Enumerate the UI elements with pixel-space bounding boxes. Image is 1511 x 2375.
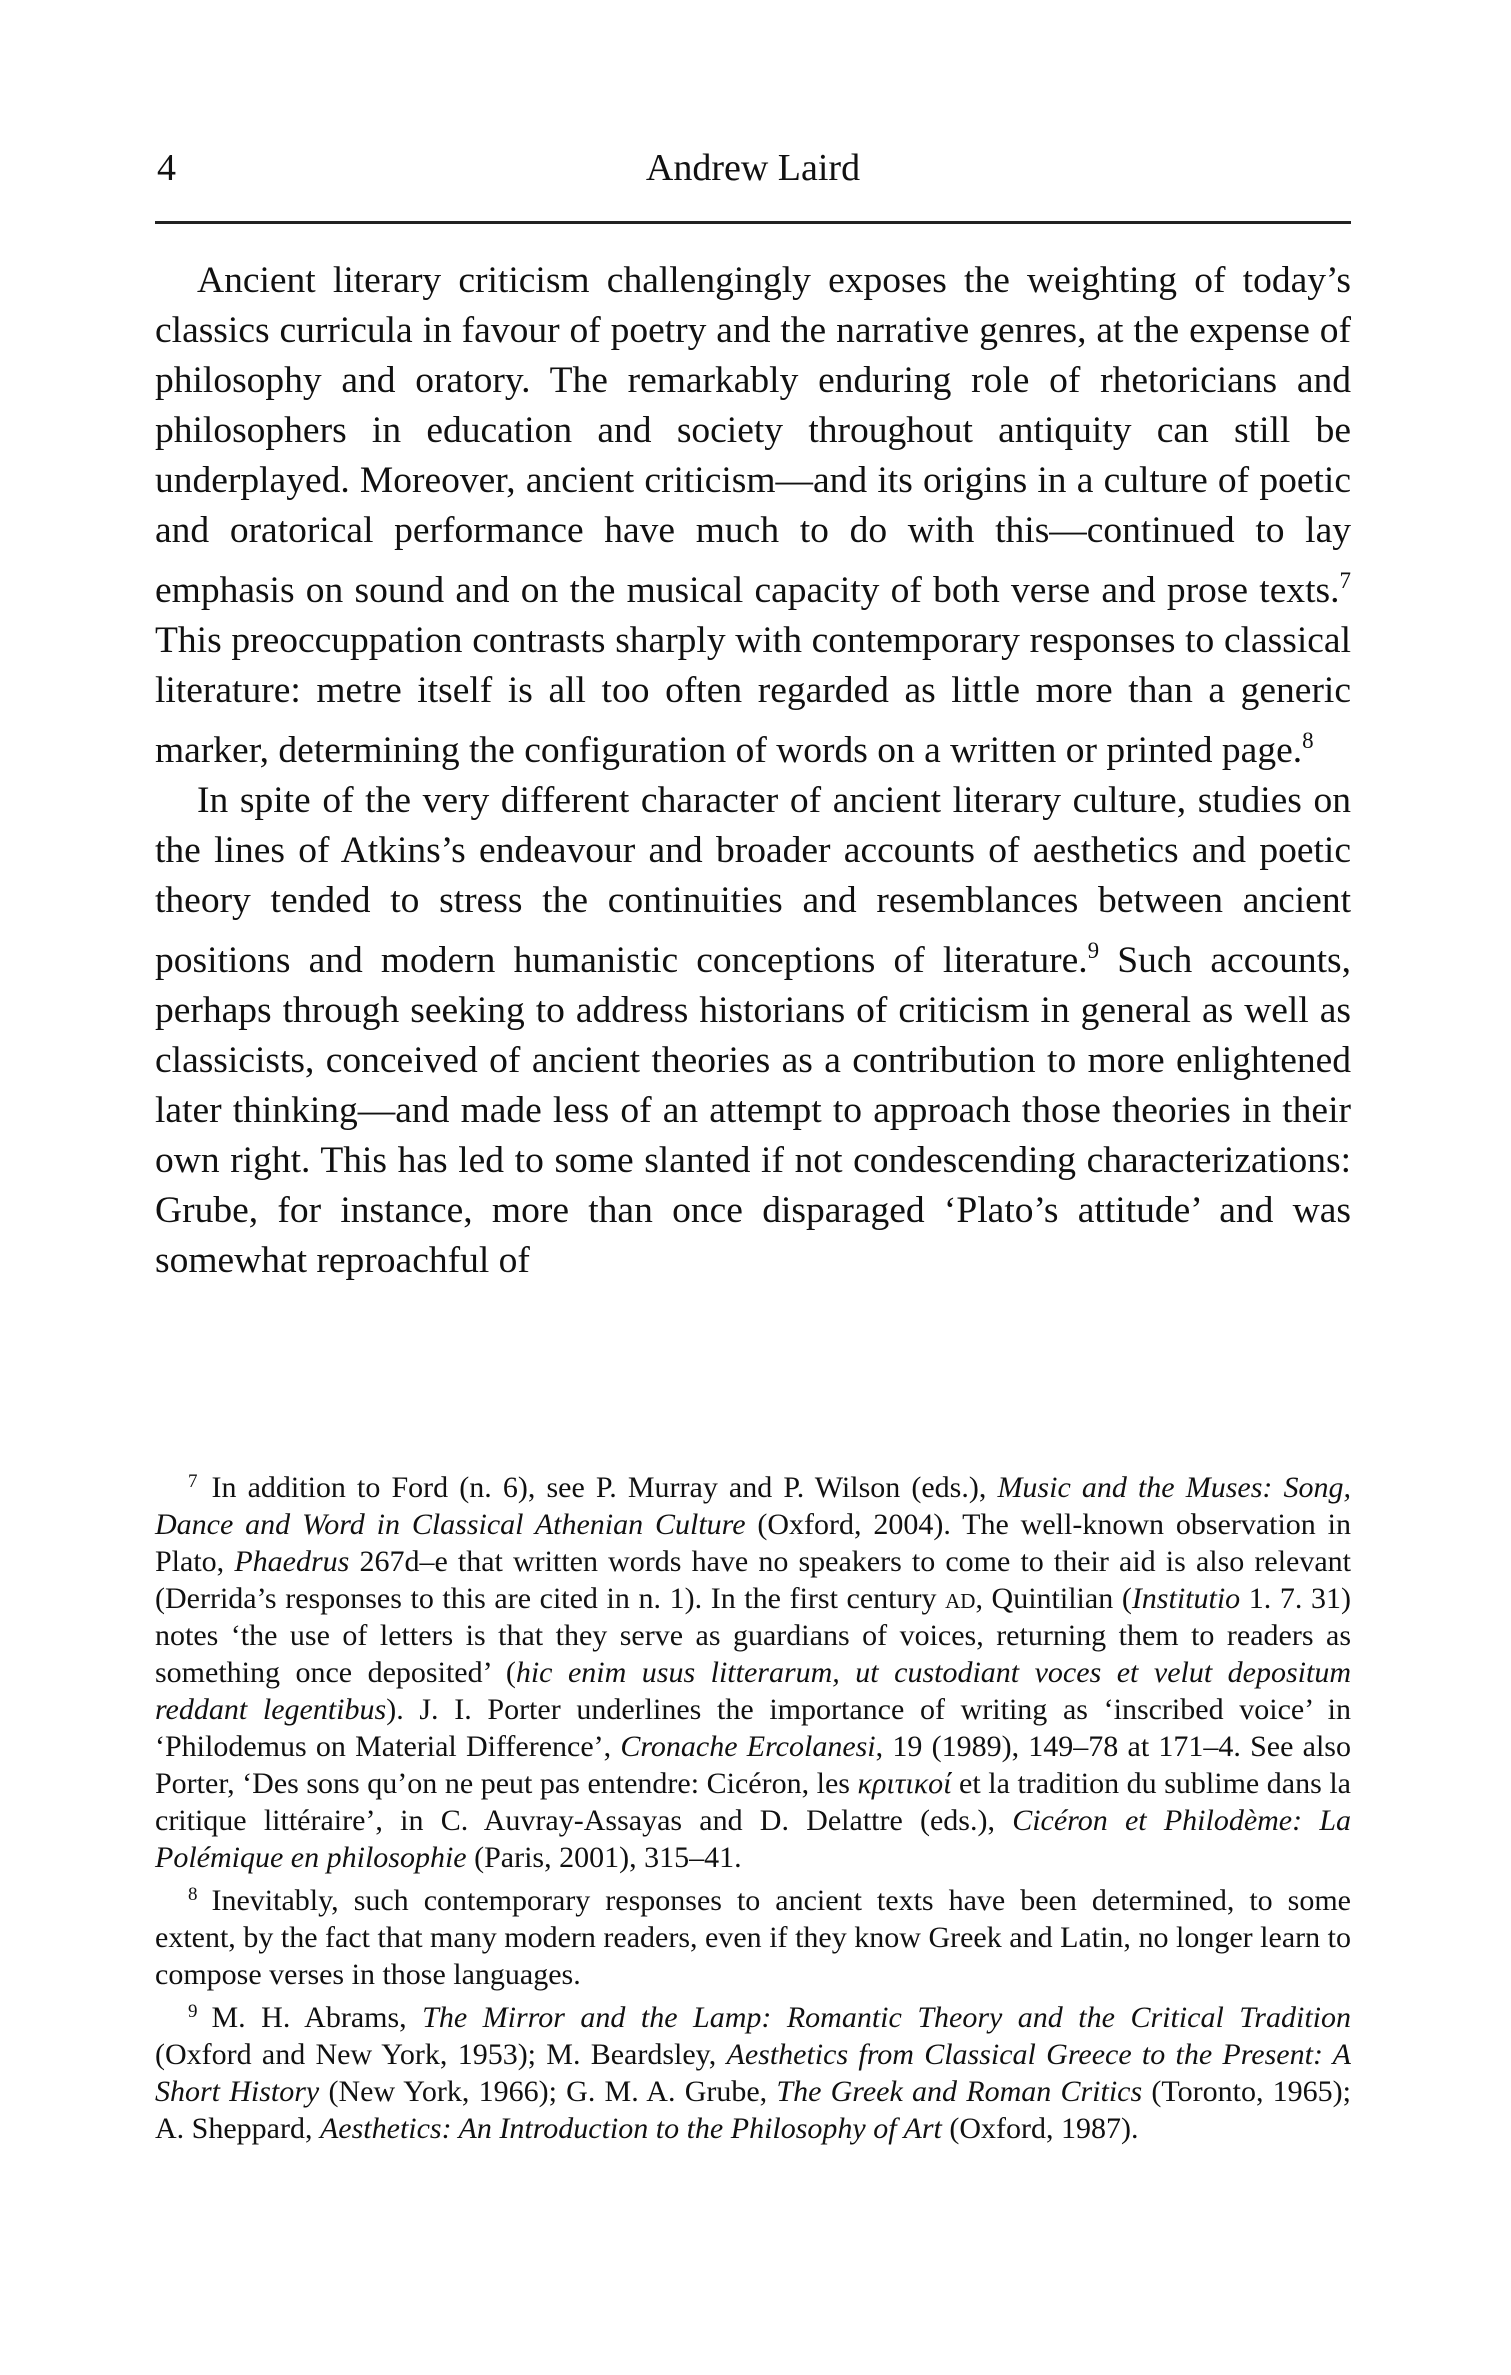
footnote-ref: 8 (1302, 728, 1314, 753)
latin-quote: hic enim usus litterarum, ut custodiant voces et velut depositum reddant legentibus (155, 1656, 1351, 1726)
footnote-ref: 7 (1339, 568, 1351, 593)
footnote-ref: 9 (1087, 938, 1100, 963)
footnote-text: 1. 7. 31) notes ‘the use of letters is that they serve as guardians of voices, returning them to readers as something once deposited’ ( (155, 1582, 1351, 1689)
footnote-7 (155, 1463, 1351, 1876)
paragraph-text: In spite of the very different character of ancient literary culture, studies on the lines of Atkins’s endeavour and broader accounts of aesthetics and poetic theory tended to stress the continuities and resemblances between ancient positions and modern humanistic conceptions of literature. (155, 780, 1351, 981)
footnote-text: (New York, 1966); G. M. A. Grube, (319, 2075, 777, 2108)
footnote-8 (155, 1876, 1351, 1993)
footnote-title: Cronache Ercolanesi (620, 1730, 876, 1763)
footnote-text: (Oxford, 1987). (941, 2112, 1139, 2145)
page-number: 4 (157, 147, 176, 189)
main-text (155, 256, 1351, 1286)
footnote-text: , 19 (1989), 149–78 at 171–4. See also Porter, ‘Des sons qu’on ne peut pas entendre: Cicéron, les (155, 1730, 1351, 1800)
footnote-title: Aesthetics from Classical Greece to the Present: A Short History (155, 2038, 1351, 2108)
footnote-text: In addition to Ford (n. 6), see P. Murray and P. Wilson (eds.), (211, 1471, 998, 1504)
footnote-text: (Toronto, 1965); A. Sheppard, (155, 2075, 1352, 2145)
footnote-text: et la tradition du sublime dans la critique littéraire’, in C. Auvray-Assayas and D. Delattre (eds.), (155, 1767, 1351, 1837)
footnote-text: (Oxford, 2004). The well-known observation in Plato, (155, 1508, 1351, 1578)
body-paragraph (155, 776, 1351, 1286)
footnote-text: M. H. Abrams, (211, 2001, 423, 2034)
paragraph-text: Ancient literary criticism challengingly exposes the weighting of today’s classics curricula in favour of poetry and the narrative genres, at the expense of philosophy and oratory. The remarkably enduring role of rhetoricians and philosophers in education and society throughout antiquity can still be underplayed. Moreover, ancient criticism—and its origins in a culture of poetic and oratorical performance have much to do with this—continued to lay emphasis on sound and on the musical capacity of both verse and prose texts. (155, 260, 1351, 611)
footnote-text: ). J. I. Porter underlines the importance of writing as ‘inscribed voice’ in ‘Philodemus on Material Difference’, (155, 1693, 1351, 1763)
footnote-title: The Greek and Roman Critics (776, 2075, 1143, 2108)
footnote-text: , Quintilian ( (975, 1582, 1132, 1615)
footnote-number: 9 (188, 2001, 198, 2022)
footnote-title: Music and the Muses: Song, Dance and Word in Classical Athenian Culture (155, 1471, 1351, 1541)
footnote-text: Inevitably, such contemporary responses to ancient texts have been determined, to some extent, by the fact that many modern readers, even if they know Greek and Latin, no longer learn to compose verses in those languages. (155, 1884, 1351, 1991)
footnote-9 (155, 1993, 1351, 2147)
footnote-title: Cicéron et Philodème: La Polémique en philosophie (155, 1804, 1352, 1874)
footnote-title: The Mirror and the Lamp: Romantic Theory and the Critical Tradition (422, 2001, 1351, 2034)
header-rule (155, 221, 1351, 224)
paragraph-text: This preoccuppation contrasts sharply with contemporary responses to classical literature: metre itself is all too often regarded as little more than a generic marker, determining the configuration of words on a written or printed page. (155, 620, 1351, 771)
footnote-title: Aesthetics: An Introduction to the Philosophy of Art (319, 2112, 942, 2145)
page-header (155, 140, 1351, 200)
footnote-title: Phaedrus (234, 1545, 350, 1578)
paragraph-text: Such accounts, perhaps through seeking to address historians of criticism in general as well as classicists, conceived of ancient theories as a contribution to more enlightened later thinking—and made less of an attempt to approach those theories in their own right. This has led to some slanted if not condescending characterizations: Grube, for instance, more than once disparaged ‘Plato’s attitude’ and was somewhat reproachful of (155, 940, 1351, 1281)
footnote-text: (Oxford and New York, 1953); M. Beardsley, (155, 2038, 727, 2071)
body-paragraph (155, 256, 1351, 776)
footnote-number: 8 (188, 1884, 198, 1905)
footnote-text: 267d–e that written words have no speakers to come to their aid is also relevant (Derrida’s responses to this are cited in n. 1). In the first century (155, 1545, 1352, 1615)
greek-word: κριτικοί (857, 1767, 952, 1800)
footnote-title: Institutio (1131, 1582, 1241, 1615)
running-head-author: Andrew Laird (645, 147, 861, 189)
footnote-number: 7 (188, 1471, 198, 1492)
footnotes (155, 1463, 1351, 2147)
footnote-text: (Paris, 2001), 315–41. (466, 1841, 742, 1874)
era-abbreviation: ad (945, 1582, 976, 1615)
